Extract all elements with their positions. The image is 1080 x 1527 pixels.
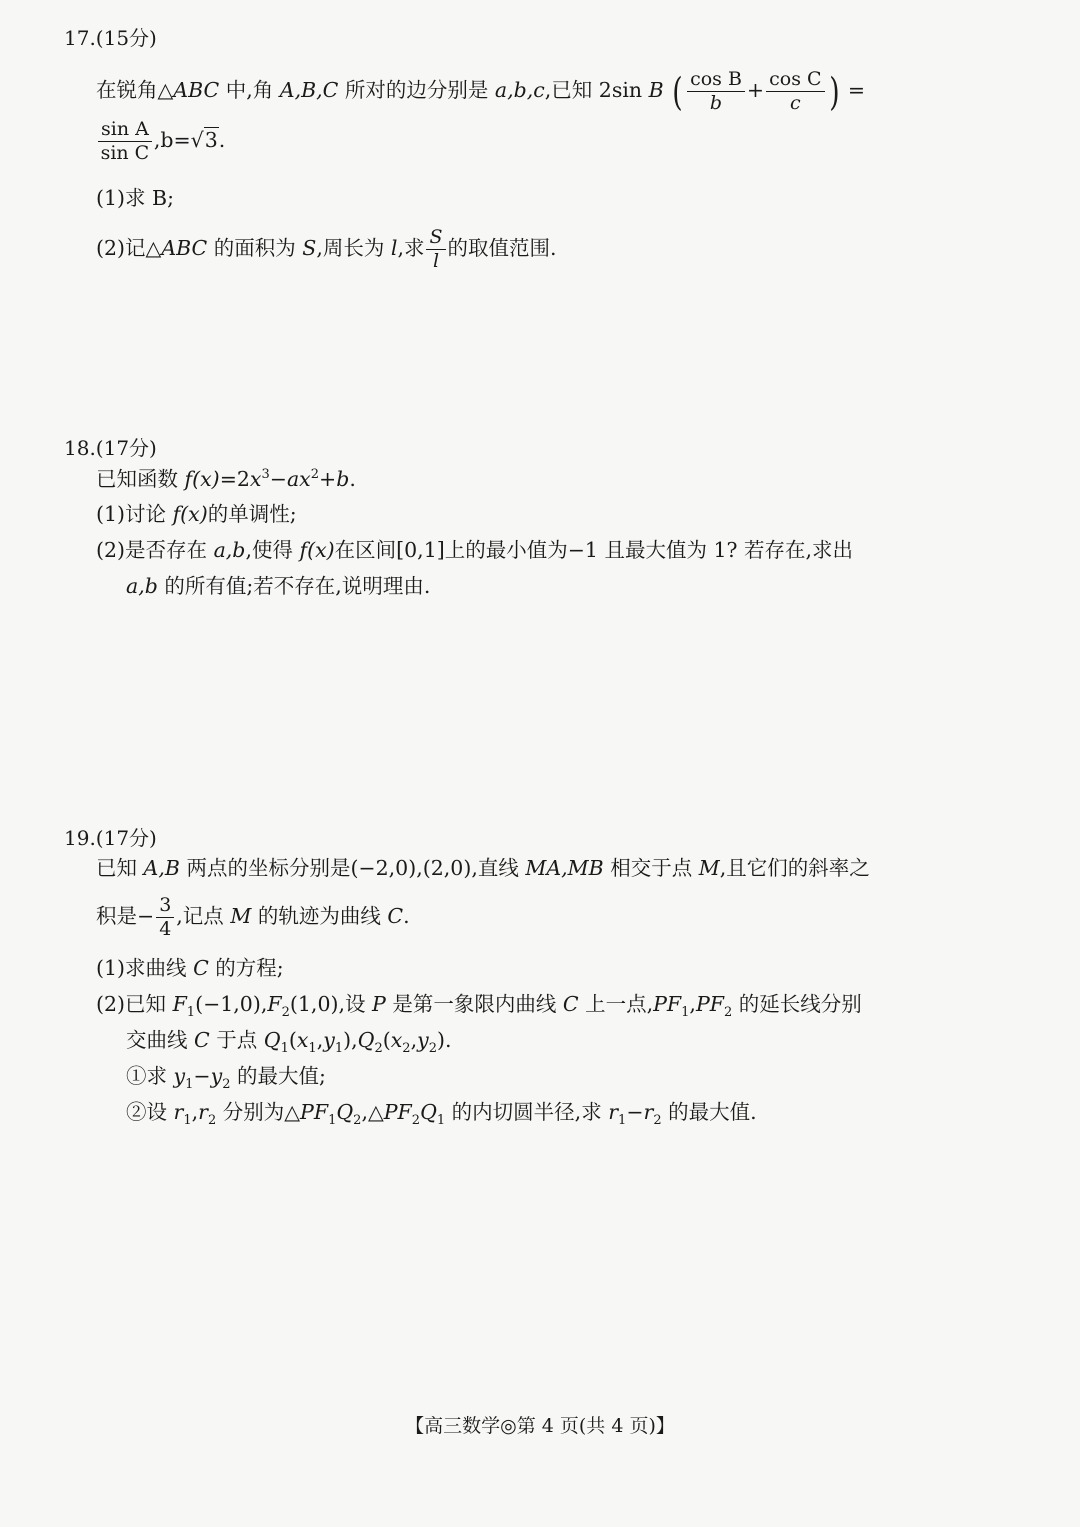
text: r [173, 1100, 184, 1124]
text: 的内切圆半径,求 [445, 1100, 609, 1124]
text: (2)记△ [96, 236, 162, 260]
q18-part2 [96, 540, 853, 561]
numerator: S [426, 228, 445, 250]
q19-sub1 [126, 1066, 326, 1091]
q19-intro-cont [96, 896, 410, 939]
q18-intro [96, 468, 356, 489]
text: 在锐角△ [96, 78, 174, 102]
denominator: 4 [159, 918, 172, 940]
text: ), [343, 1028, 358, 1052]
subscript: 2 [281, 1005, 290, 1021]
sqrt-symbol: √ [190, 128, 204, 152]
text: M [230, 904, 252, 928]
text: 相交于点 [603, 856, 699, 880]
text: F [267, 992, 282, 1016]
text: 的方程; [208, 956, 284, 980]
exponent: 2 [310, 467, 320, 482]
q19-number: 19.(17分) [64, 826, 157, 850]
subscript: 1 [618, 1113, 627, 1129]
text: 分别为△ [216, 1100, 301, 1124]
text: 的轨迹为曲线 [251, 904, 388, 928]
text: . [403, 904, 410, 928]
subscript: 1 [280, 1041, 289, 1057]
text: (1)求曲线 [96, 956, 194, 980]
text: PF [653, 992, 682, 1016]
text: 的最大值. [661, 1100, 757, 1124]
radicand: 3 [204, 128, 218, 152]
q18-part1 [96, 504, 297, 525]
subscript: 1 [185, 1077, 194, 1093]
text: + [319, 466, 337, 491]
text: C [562, 992, 579, 1016]
q18-number: 18.(17分) [64, 436, 157, 460]
q17-part2 [96, 228, 557, 271]
text: . [349, 466, 356, 491]
text: F [172, 992, 187, 1016]
q19-intro [96, 858, 870, 879]
text: Q [263, 1028, 281, 1052]
text: ABC [173, 78, 220, 102]
fraction [687, 70, 745, 113]
text: x [249, 466, 262, 491]
text: PF [300, 1100, 329, 1124]
equals-sign: = [847, 78, 866, 102]
text: Q [420, 1100, 437, 1124]
text: PF [383, 1100, 412, 1124]
text: 是第一象限内曲线 [385, 992, 563, 1016]
q17-part1: (1)求 B; [96, 186, 175, 210]
numerator: sin A [98, 120, 152, 142]
subscript: 1 [681, 1005, 690, 1021]
text: . [218, 128, 226, 152]
text: r [643, 1100, 654, 1124]
q18-part2-cont [126, 576, 430, 597]
text: ,已知 2sin [544, 78, 649, 102]
text: A,B,C [279, 78, 339, 102]
fraction [766, 70, 824, 113]
text: ②设 [126, 1100, 174, 1124]
text: f(x) [172, 502, 208, 526]
text: 交曲线 [126, 1028, 195, 1052]
subscript: 1 [308, 1041, 317, 1057]
fraction [98, 120, 152, 163]
left-paren: ( [672, 69, 683, 114]
text: r [198, 1100, 208, 1124]
text: 积是− [96, 904, 155, 928]
text: 的面积为 [207, 236, 303, 260]
text: 于点 [209, 1028, 264, 1052]
text: x [296, 1028, 309, 1052]
page-footer: 【高三数学◎第 4 页(共 4 页)】 [405, 1415, 675, 1437]
text: 的延长线分别 [732, 992, 862, 1016]
denominator: l [432, 250, 440, 272]
subscript: 2 [653, 1113, 662, 1129]
text: C [193, 956, 209, 980]
subscript: 2 [374, 1041, 383, 1057]
text: S [302, 236, 317, 260]
text: (2)已知 [96, 992, 173, 1016]
text: (2)是否存在 [96, 538, 214, 562]
text: 的最大值; [230, 1064, 326, 1088]
text: 已知函数 [96, 466, 185, 491]
denominator: sin C [100, 142, 150, 164]
text: x [390, 1028, 403, 1052]
text: P [372, 992, 386, 1016]
numerator: cos C [766, 70, 824, 92]
text: b [336, 466, 350, 491]
text: ( [288, 1028, 297, 1052]
text: y [323, 1028, 335, 1052]
numerator: cos B [687, 70, 745, 92]
text: ,求 [397, 236, 425, 260]
text: a,b,c [494, 78, 545, 102]
text: ①求 [126, 1064, 174, 1088]
text: f(x) [299, 538, 335, 562]
text: r [608, 1100, 619, 1124]
text: , [316, 1028, 324, 1052]
text: f(x) [184, 466, 220, 491]
subscript: 2 [723, 1005, 733, 1021]
text: y [173, 1064, 186, 1088]
text: (1,0),设 [289, 992, 373, 1016]
subscript: 2 [402, 1041, 411, 1057]
text: 的取值范围. [447, 236, 557, 260]
text: ,使得 [245, 538, 300, 562]
text: =2 [219, 466, 250, 491]
subscript: 1 [334, 1041, 344, 1057]
text: − [193, 1064, 211, 1088]
text: a,b [126, 574, 158, 598]
text: ,且它们的斜率之 [719, 856, 870, 880]
text: Q [336, 1100, 354, 1124]
text: PF [695, 992, 724, 1016]
text: ,周长为 [316, 236, 391, 260]
text: ( [382, 1028, 391, 1052]
subscript: 2 [222, 1077, 231, 1093]
q19-part2 [96, 994, 862, 1019]
text: 中,角 [219, 78, 280, 102]
q17-number: 17.(15分) [64, 26, 157, 50]
subscript: 1 [186, 1005, 196, 1021]
q19-part2-cont [126, 1030, 451, 1055]
fraction [426, 228, 445, 271]
q19-sub2 [126, 1102, 757, 1127]
text: ). [436, 1028, 452, 1052]
text: (−1,0), [195, 992, 268, 1016]
subscript: 2 [411, 1113, 421, 1129]
q17-given [96, 120, 225, 163]
text: y [417, 1028, 429, 1052]
denominator: b [709, 92, 723, 114]
text: ,记点 [176, 904, 231, 928]
text: (1)讨论 [96, 502, 173, 526]
q19-part1 [96, 958, 284, 979]
text: , [689, 992, 696, 1016]
text: y [210, 1064, 223, 1088]
text: C [194, 1028, 210, 1052]
text: ,b= [153, 128, 191, 152]
text: C [387, 904, 404, 928]
subscript: 1 [436, 1113, 446, 1129]
text: 的单调性; [207, 502, 297, 526]
text: ABC [161, 236, 208, 260]
subscript: 2 [428, 1041, 437, 1057]
subscript: 2 [353, 1113, 362, 1129]
text: 的所有值;若不存在,说明理由. [157, 574, 431, 598]
text: MA,MB [525, 856, 604, 880]
plus-sign: + [746, 78, 765, 102]
denominator: c [789, 92, 801, 114]
numerator: 3 [156, 896, 174, 918]
text: − [626, 1100, 644, 1124]
fraction [156, 896, 174, 939]
text: ,△ [361, 1100, 384, 1124]
text: A,B [143, 856, 180, 880]
subscript: 1 [328, 1113, 337, 1129]
text: , [410, 1028, 418, 1052]
subscript: 2 [207, 1113, 217, 1129]
text: M [698, 856, 720, 880]
text: B [648, 78, 664, 102]
q17-intro [96, 70, 865, 113]
text: 两点的坐标分别是(−2,0),(2,0),直线 [179, 856, 526, 880]
text: 在区间[0,1]上的最小值为−1 且最大值为 1? 若存在,求出 [334, 538, 854, 562]
text: ax [286, 466, 311, 491]
text: Q [357, 1028, 375, 1052]
text: 上一点, [578, 992, 654, 1016]
text: 所对的边分别是 [338, 78, 495, 102]
text: 已知 [96, 856, 144, 880]
subscript: 1 [183, 1113, 192, 1129]
exponent: 3 [261, 467, 270, 482]
text: l [390, 236, 398, 260]
text: − [269, 466, 287, 491]
text: a,b [213, 538, 246, 562]
text: , [191, 1100, 199, 1124]
right-paren: ) [828, 69, 840, 114]
